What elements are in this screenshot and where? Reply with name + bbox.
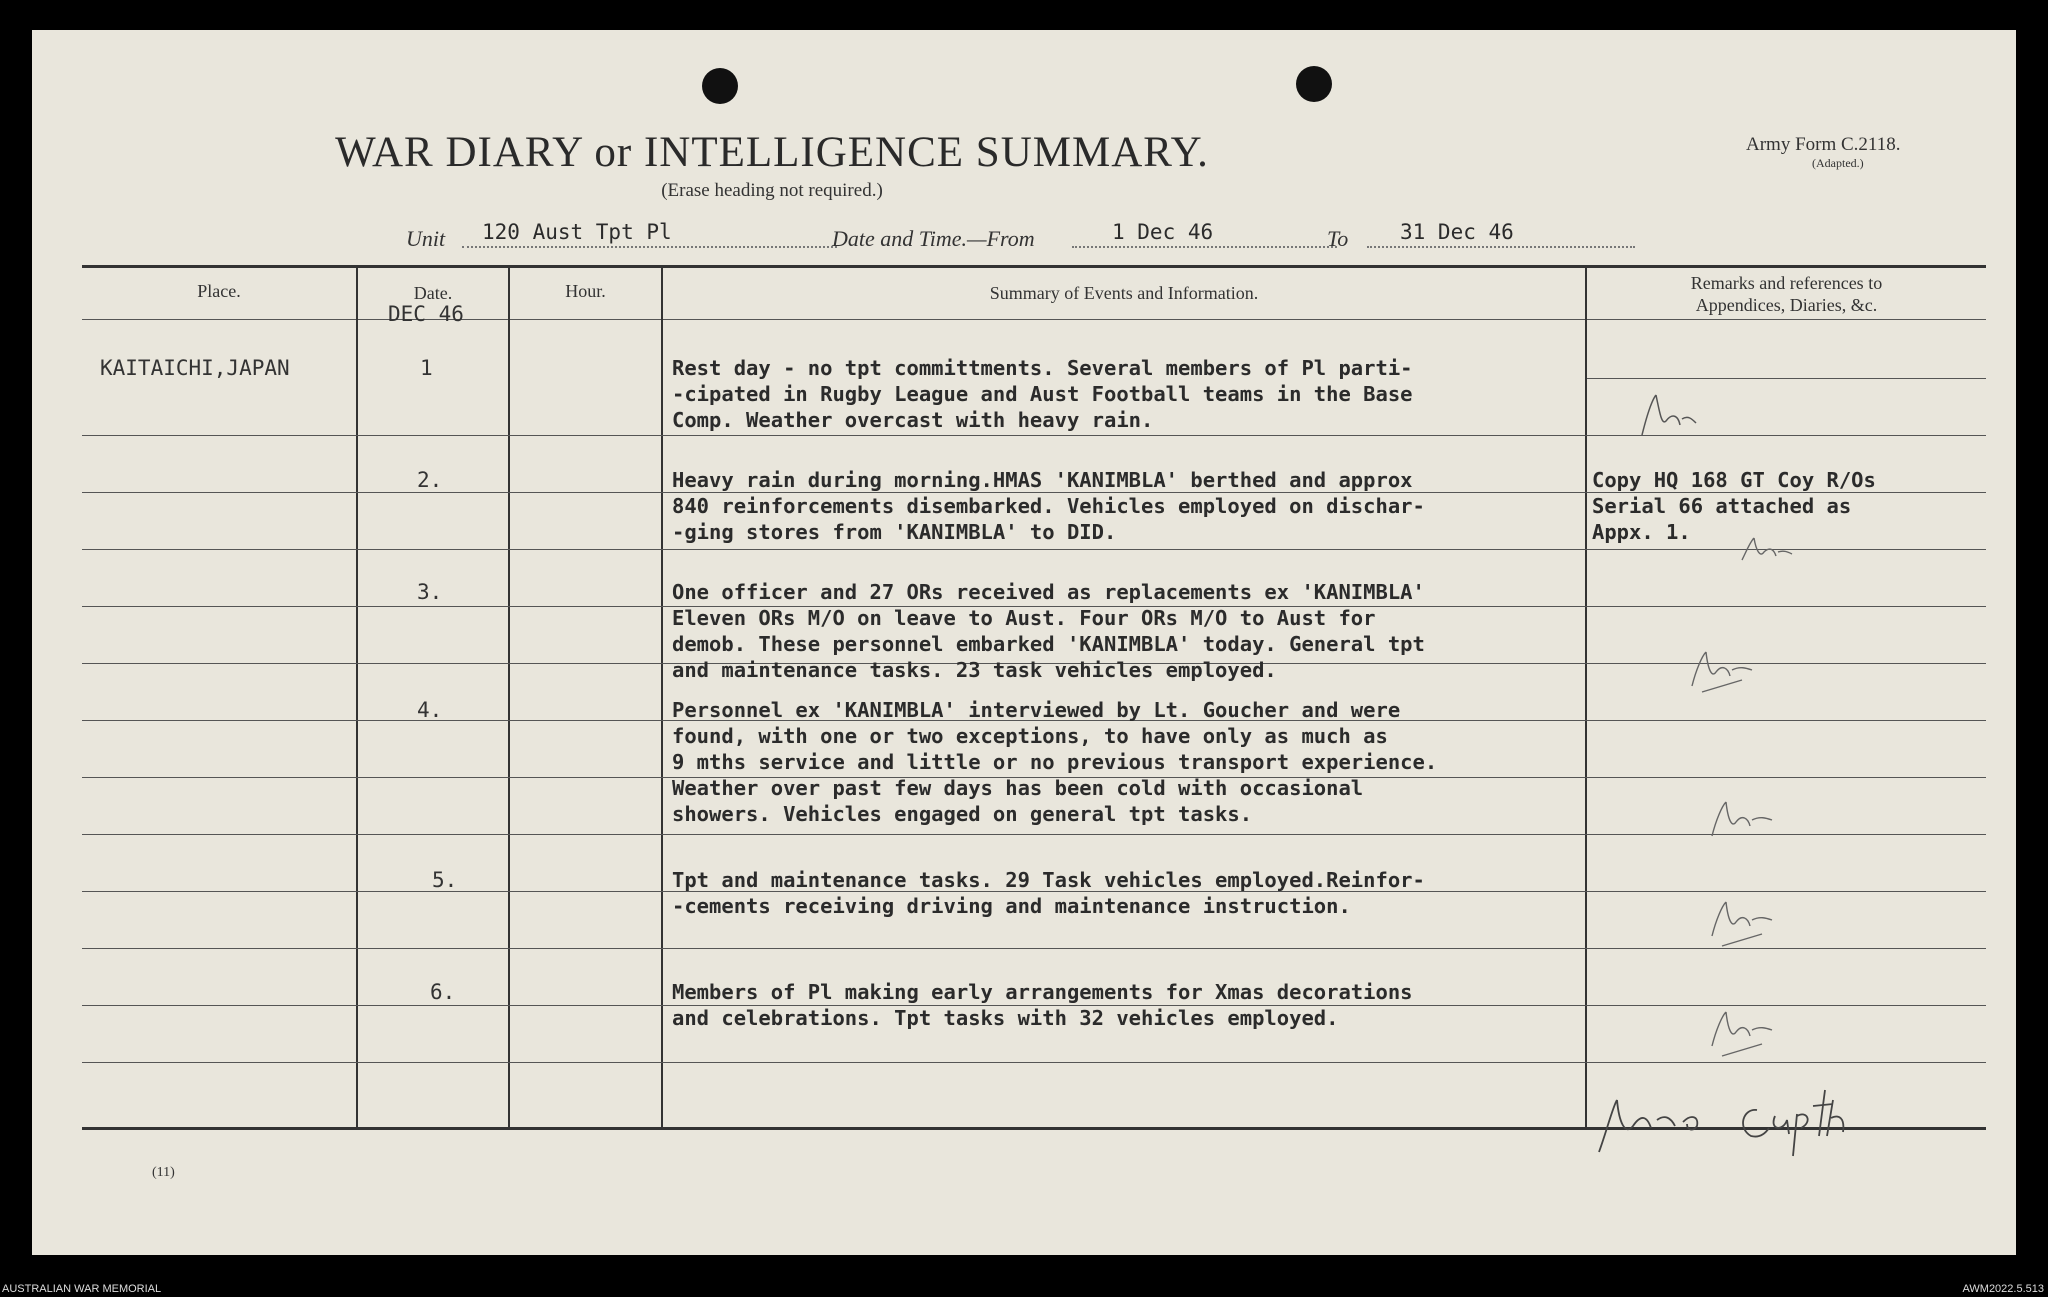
summary-line: found, with one or two exceptions, to have only as much as <box>672 724 1388 748</box>
to-value: 31 Dec 46 <box>1400 220 1514 244</box>
diary-page <box>32 30 2016 1255</box>
summary-line: -cipated in Rugby League and Aust Football teams in the Base <box>672 382 1413 406</box>
col-header-date-month: DEC 46 <box>388 302 464 326</box>
footer-right: AWM2022.5.513 <box>1962 1283 2044 1295</box>
initials-mark <box>1692 890 1792 950</box>
summary-line: demob. These personnel embarked 'KANIMBLA' today. General tpt <box>672 632 1425 656</box>
summary-line: Eleven ORs M/O on leave to Aust. Four ORs M/O to Aust for <box>672 606 1376 630</box>
col-header-hour: Hour. <box>565 281 606 301</box>
remarks-line: Serial 66 attached as <box>1592 494 1852 518</box>
page-title: WAR DIARY or INTELLIGENCE SUMMARY. <box>335 129 1209 176</box>
entry-date: 6. <box>430 980 456 1004</box>
entry-date: 5. <box>432 868 458 892</box>
punch-hole-right <box>1296 66 1332 102</box>
unit-value: 120 Aust Tpt Pl <box>482 220 672 244</box>
rule-line <box>82 1062 1986 1063</box>
initials-mark <box>1672 640 1772 700</box>
col-header-date: Date. <box>413 283 453 303</box>
header-rule <box>82 319 1986 320</box>
signature <box>1587 1070 1917 1160</box>
col-header-place: Place. <box>197 281 241 301</box>
unit-label: Unit <box>406 226 446 251</box>
to-dotted-line <box>1367 246 1635 248</box>
date-time-label: Date and Time.—From <box>832 226 1035 251</box>
summary-line: Tpt and maintenance tasks. 29 Task vehicles employed.Reinfor- <box>672 868 1425 892</box>
from-dotted-line <box>1072 246 1337 248</box>
summary-line: 840 reinforcements disembarked. Vehicles employed on dischar- <box>672 494 1425 518</box>
col-header-summary: Summary of Events and Information. <box>989 283 1259 303</box>
place-value: KAITAICHI,JAPAN <box>100 356 290 380</box>
summary-line: and maintenance tasks. 23 task vehicles employed. <box>672 658 1277 682</box>
col-divider-2 <box>508 267 510 1127</box>
form-number: (11) <box>152 1165 175 1180</box>
col-divider-4 <box>1585 267 1587 1127</box>
entry-date: 1 <box>420 356 433 380</box>
col-divider-1 <box>356 267 358 1127</box>
initials-mark <box>1692 790 1792 850</box>
entry-date: 2. <box>417 468 443 492</box>
entry-date: 4. <box>417 698 443 722</box>
remarks-line: Copy HQ 168 GT Coy R/Os <box>1592 468 1876 492</box>
entry-date: 3. <box>417 580 443 604</box>
remarks-line: Appx. 1. <box>1592 520 1691 544</box>
initials-mark <box>1732 530 1812 570</box>
summary-line: Members of Pl making early arrangements for Xmas decorations <box>672 980 1413 1004</box>
summary-line: -ging stores from 'KANIMBLA' to DID. <box>672 520 1117 544</box>
army-form-label: Army Form C.2118. <box>1746 134 1901 155</box>
rule-line <box>82 492 1986 493</box>
signature-text: Capt <box>1817 1090 1819 1091</box>
from-value: 1 Dec 46 <box>1112 220 1214 244</box>
col-header-remarks-2: Appendices, Diaries, &c. <box>1695 295 1878 315</box>
summary-line: and celebrations. Tpt tasks with 32 vehicles employed. <box>672 1006 1339 1030</box>
initials-mark <box>1692 1000 1792 1060</box>
summary-line: Rest day - no tpt committments. Several members of Pl parti- <box>672 356 1413 380</box>
rule-line <box>82 549 1986 550</box>
unit-dotted-line <box>462 246 837 248</box>
col-divider-3 <box>661 267 663 1127</box>
footer-left: AUSTRALIAN WAR MEMORIAL <box>2 1283 162 1295</box>
summary-line: -cements receiving driving and maintenance instruction. <box>672 894 1351 918</box>
table-top-rule <box>82 265 1986 268</box>
summary-line: Heavy rain during morning.HMAS 'KANIMBLA' berthed and approx <box>672 468 1413 492</box>
rule-line <box>1587 378 1986 379</box>
page-subtitle: (Erase heading not required.) <box>661 180 883 201</box>
army-form-note: (Adapted.) <box>1812 156 1864 170</box>
summary-line: showers. Vehicles engaged on general tpt tasks. <box>672 802 1253 826</box>
summary-line: One officer and 27 ORs received as replacements ex 'KANIMBLA' <box>672 580 1425 604</box>
col-header-remarks-1: Remarks and references to <box>1690 273 1883 293</box>
summary-line: Weather over past few days has been cold with occasional <box>672 776 1364 800</box>
summary-line: 9 mths service and little or no previous transport experience. <box>672 750 1438 774</box>
initials-mark <box>1622 385 1712 445</box>
summary-line: Personnel ex 'KANIMBLA' interviewed by Lt. Goucher and were <box>672 698 1401 722</box>
to-label: To <box>1327 226 1349 251</box>
punch-hole-left <box>702 68 738 104</box>
summary-line: Comp. Weather overcast with heavy rain. <box>672 408 1154 432</box>
